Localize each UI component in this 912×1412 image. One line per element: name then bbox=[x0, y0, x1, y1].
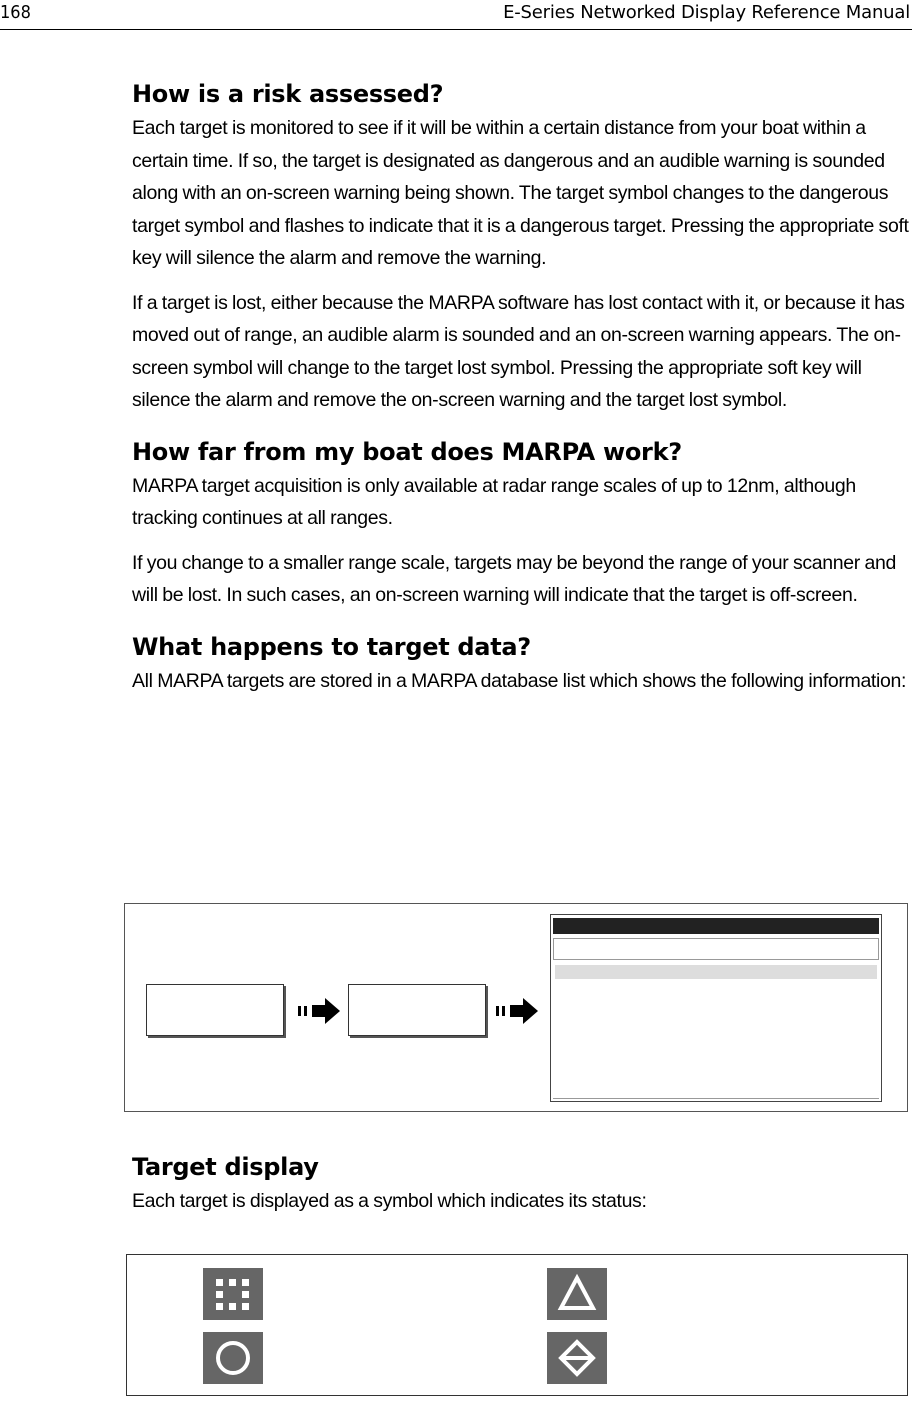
target-symbols-figure bbox=[126, 1254, 908, 1396]
screen-title-bar bbox=[553, 918, 879, 934]
page-body bbox=[132, 76, 910, 697]
target-display-section bbox=[132, 1149, 910, 1218]
arrow-right-icon bbox=[298, 998, 342, 1024]
paragraph-risk-1: Each target is monitored to see if it will be within a certain distance from your boat within a certain time. If so, the target is designated as dangerous and an audible warning is sounded along with an on-screen warning being shown. The target symbol changes to the dangerous target symbol and flashes to indicate that it is a dangerous target. Pressing the appropriate soft key will silence the alarm and remove the warning. bbox=[132, 117, 909, 269]
marpa-list-figure bbox=[124, 903, 908, 1112]
paragraph-target-display: Each target is displayed as a symbol which indicates its status: bbox=[132, 1190, 647, 1212]
heading-risk-assessed: How is a risk assessed? bbox=[132, 80, 444, 108]
heading-marpa-range: How far from my boat does MARPA work? bbox=[132, 437, 682, 466]
page-header bbox=[0, 0, 912, 30]
triangle-icon bbox=[547, 1268, 607, 1320]
paragraph-risk-2: If a target is lost, either because the MARPA software has lost contact with it, or because it has moved out of range, an audible alarm is sounded and an on-screen warning appears. The on-screen symbol will change to the target lost symbol. Pressing the appropriate soft key will silence the alarm and remove the on-screen warning and the target lost symbol. bbox=[132, 291, 905, 411]
screen-selected-row[interactable] bbox=[555, 965, 877, 979]
paragraph-range-2: If you change to a smaller range scale, targets may be beyond the range of your scanner and will be lost. In such cases, an on-screen warning will indicate that the target is off-screen. bbox=[132, 551, 896, 606]
diamond-split-icon bbox=[547, 1332, 607, 1384]
dotted-square-icon bbox=[203, 1268, 263, 1320]
paragraph-range-1: MARPA target acquisition is only available at radar range scales of up to 12nm, although tracking continues at all ranges. bbox=[132, 474, 856, 529]
paragraph-target-data: All MARPA targets are stored in a MARPA database list which shows the following information: bbox=[132, 669, 907, 692]
screen-column-header bbox=[553, 938, 879, 960]
page-number: 168 bbox=[0, 2, 31, 23]
circle-icon bbox=[203, 1332, 263, 1384]
screen-bottom-rule bbox=[553, 1098, 879, 1099]
heading-target-data: What happens to target data? bbox=[132, 632, 531, 661]
heading-target-display: Target display bbox=[132, 1153, 319, 1181]
softkey-1[interactable] bbox=[146, 984, 284, 1036]
marpa-database-list-screen bbox=[550, 914, 882, 1102]
softkey-2[interactable] bbox=[348, 984, 486, 1036]
arrow-right-icon bbox=[496, 998, 540, 1024]
manual-title: E-Series Networked Display Reference Manual bbox=[503, 2, 910, 23]
